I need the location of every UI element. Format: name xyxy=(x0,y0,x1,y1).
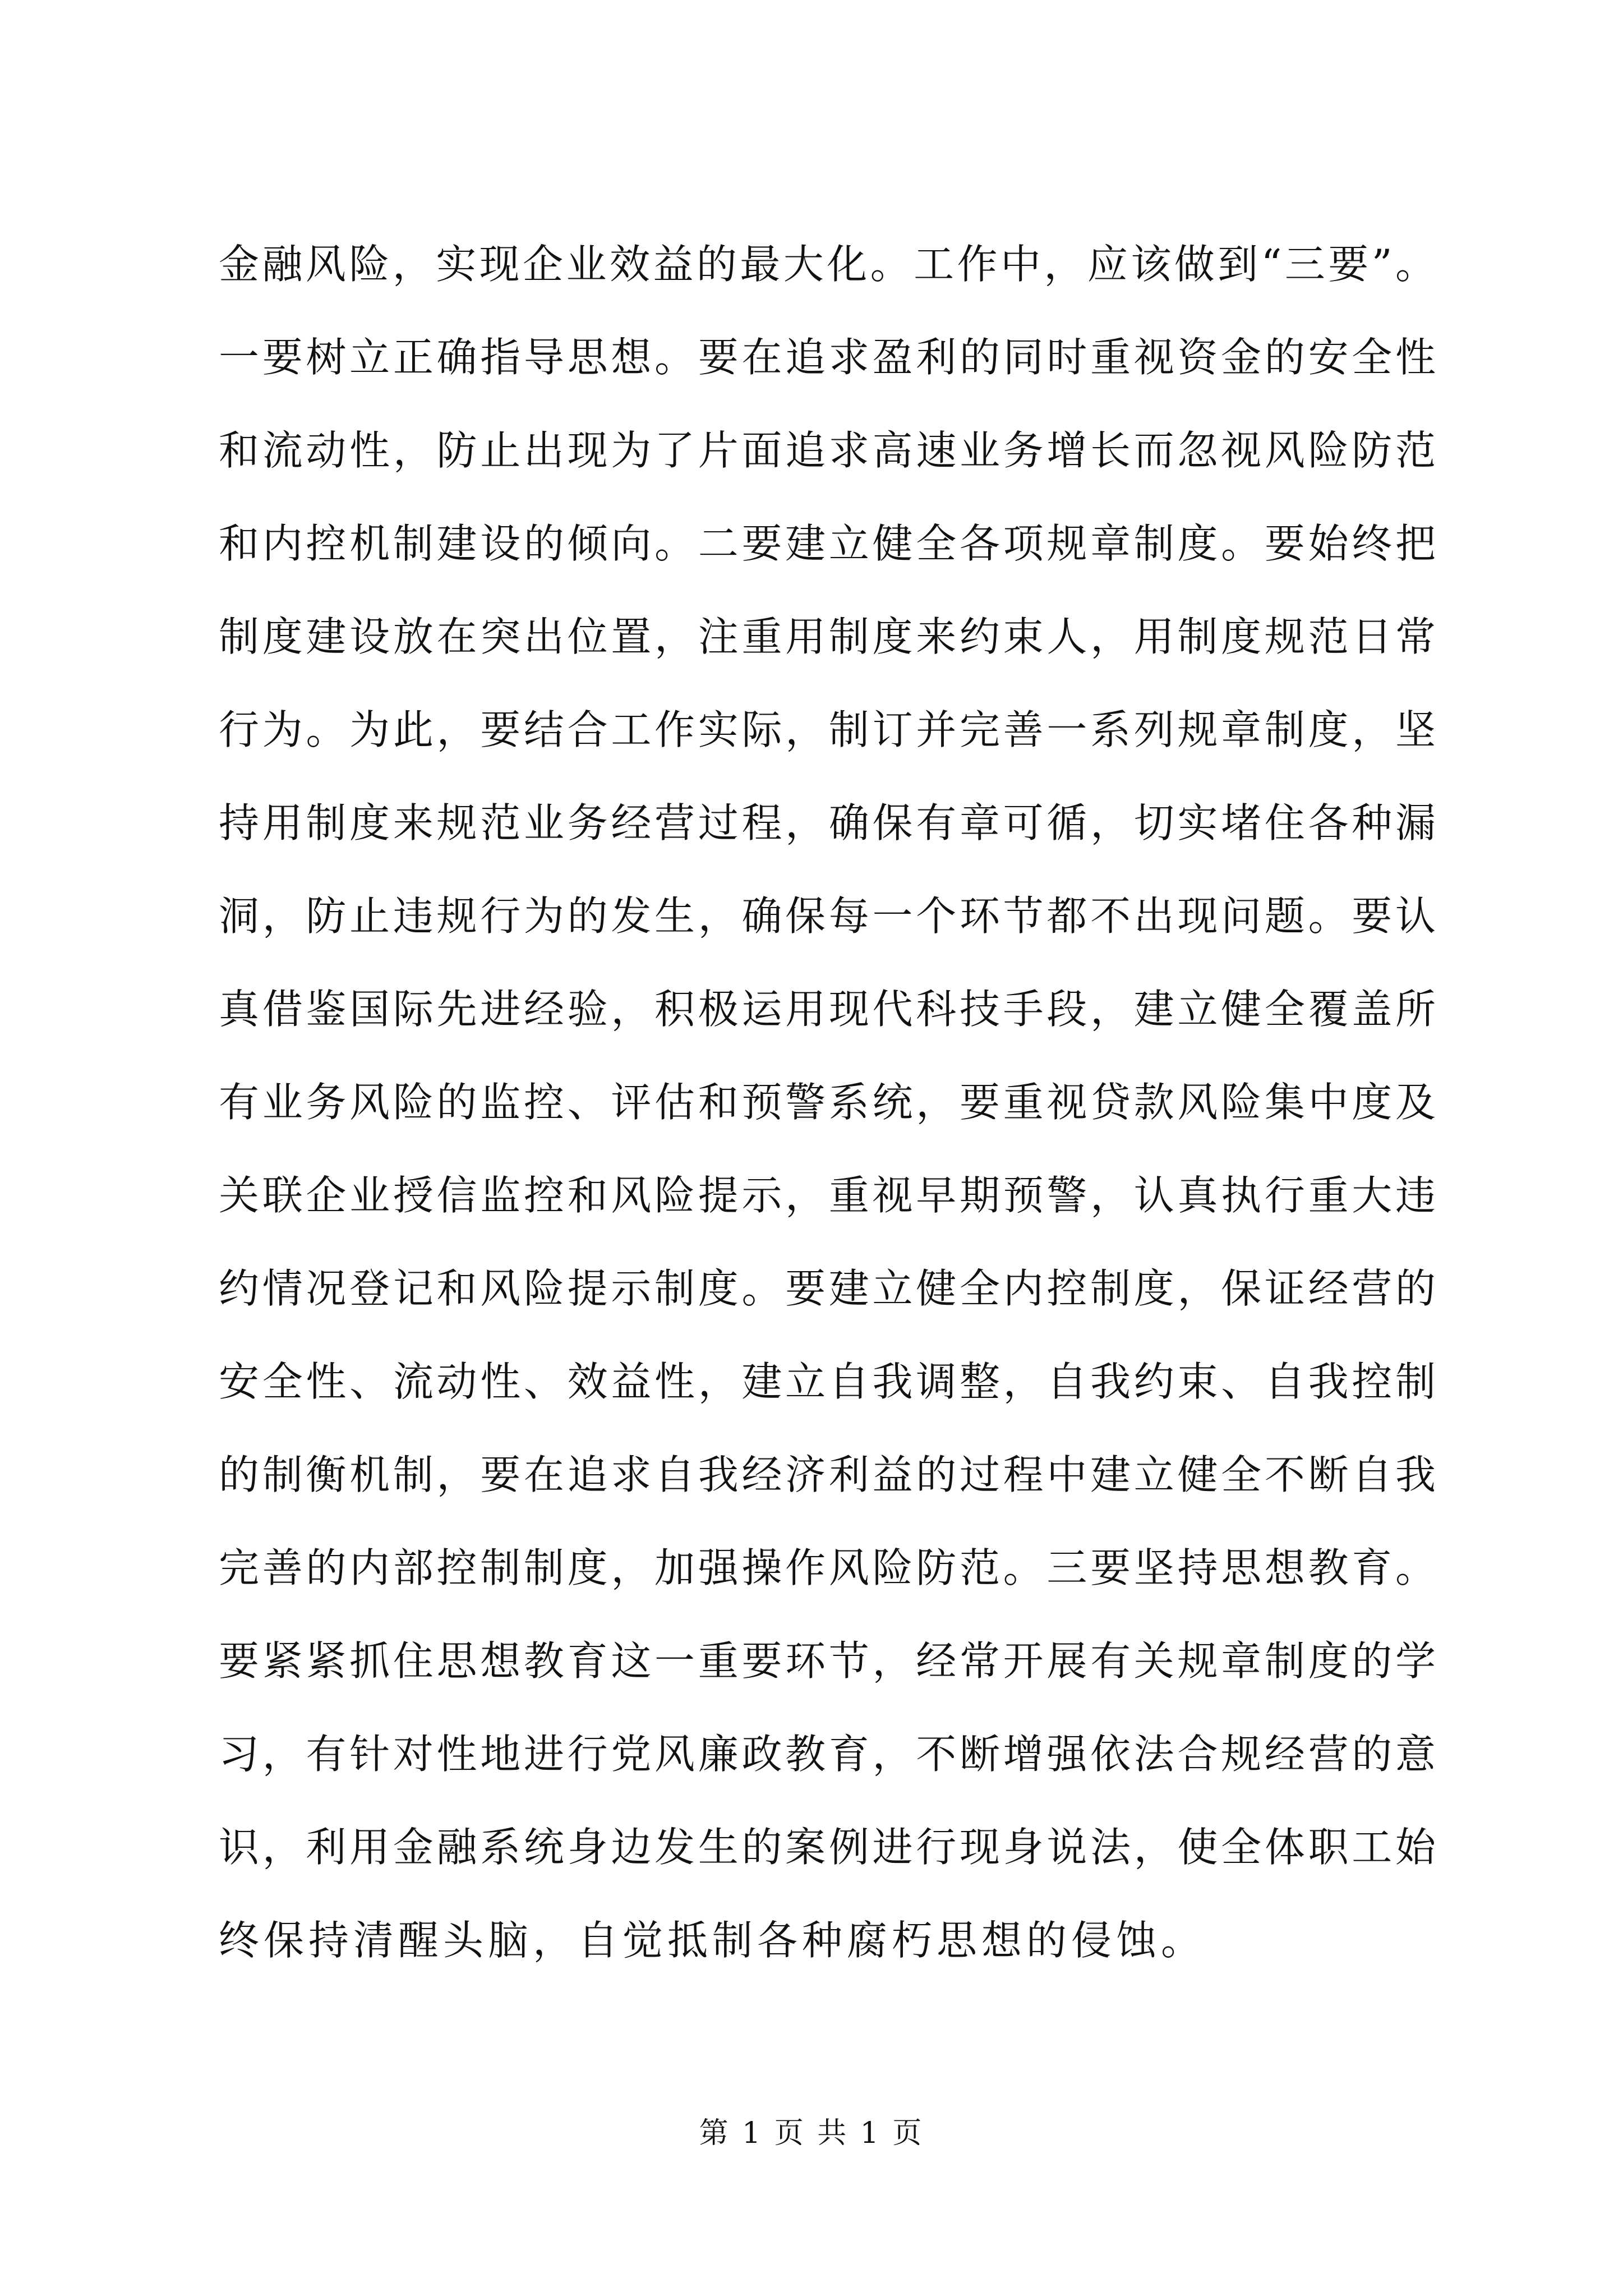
text-line: 识，利用金融系统身边发生的案例进行现身说法，使全体职工始 xyxy=(219,1824,1436,1871)
text-line: 约情况登记和风险提示制度。要建立健全内控制度，保证经营的 xyxy=(219,1265,1436,1312)
page-number-footer: 第 1 页 共 1 页 xyxy=(699,2116,924,2150)
text-line: 的制衡机制，要在追求自我经济利益的过程中建立健全不断自我 xyxy=(219,1451,1436,1498)
text-line: 安全性、流动性、效益性，建立自我调整，自我约束、自我控制 xyxy=(219,1358,1436,1405)
text-line: 和流动性，防止出现为了片面追求高速业务增长而忽视风险防范 xyxy=(219,427,1436,474)
body-paragraph xyxy=(219,218,1436,1987)
text-line: 金融风险，实现企业效益的最大化。工作中，应该做到“三要”。 xyxy=(219,241,1436,288)
text-line: 习，有针对性地进行党风廉政教育，不断增强依法合规经营的意 xyxy=(219,1731,1436,1778)
text-line: 一要树立正确指导思想。要在追求盈利的同时重视资金的安全性 xyxy=(219,334,1436,381)
text-line: 关联企业授信监控和风险提示，重视早期预警，认真执行重大违 xyxy=(219,1172,1436,1219)
text-line: 制度建设放在突出位置，注重用制度来约束人，用制度规范日常 xyxy=(219,613,1436,660)
text-line: 行为。为此，要结合工作实际，制订并完善一系列规章制度，坚 xyxy=(219,706,1436,753)
text-line: 和内控机制建设的倾向。二要建立健全各项规章制度。要始终把 xyxy=(219,520,1436,567)
text-line: 有业务风险的监控、评估和预警系统，要重视贷款风险集中度及 xyxy=(219,1079,1436,1126)
text-line: 真借鉴国际先进经验，积极运用现代科技手段，建立健全覆盖所 xyxy=(219,986,1436,1033)
text-line: 要紧紧抓住思想教育这一重要环节，经常开展有关规章制度的学 xyxy=(219,1637,1436,1685)
text-line: 洞，防止违规行为的发生，确保每一个环节都不出现问题。要认 xyxy=(219,892,1436,940)
text-line: 完善的内部控制制度，加强操作风险防范。三要坚持思想教育。 xyxy=(219,1544,1436,1591)
text-line: 持用制度来规范业务经营过程，确保有章可循，切实堵住各种漏 xyxy=(219,799,1436,846)
text-line: 终保持清醒头脑，自觉抵制各种腐朽思想的侵蚀。 xyxy=(219,1917,1206,1964)
